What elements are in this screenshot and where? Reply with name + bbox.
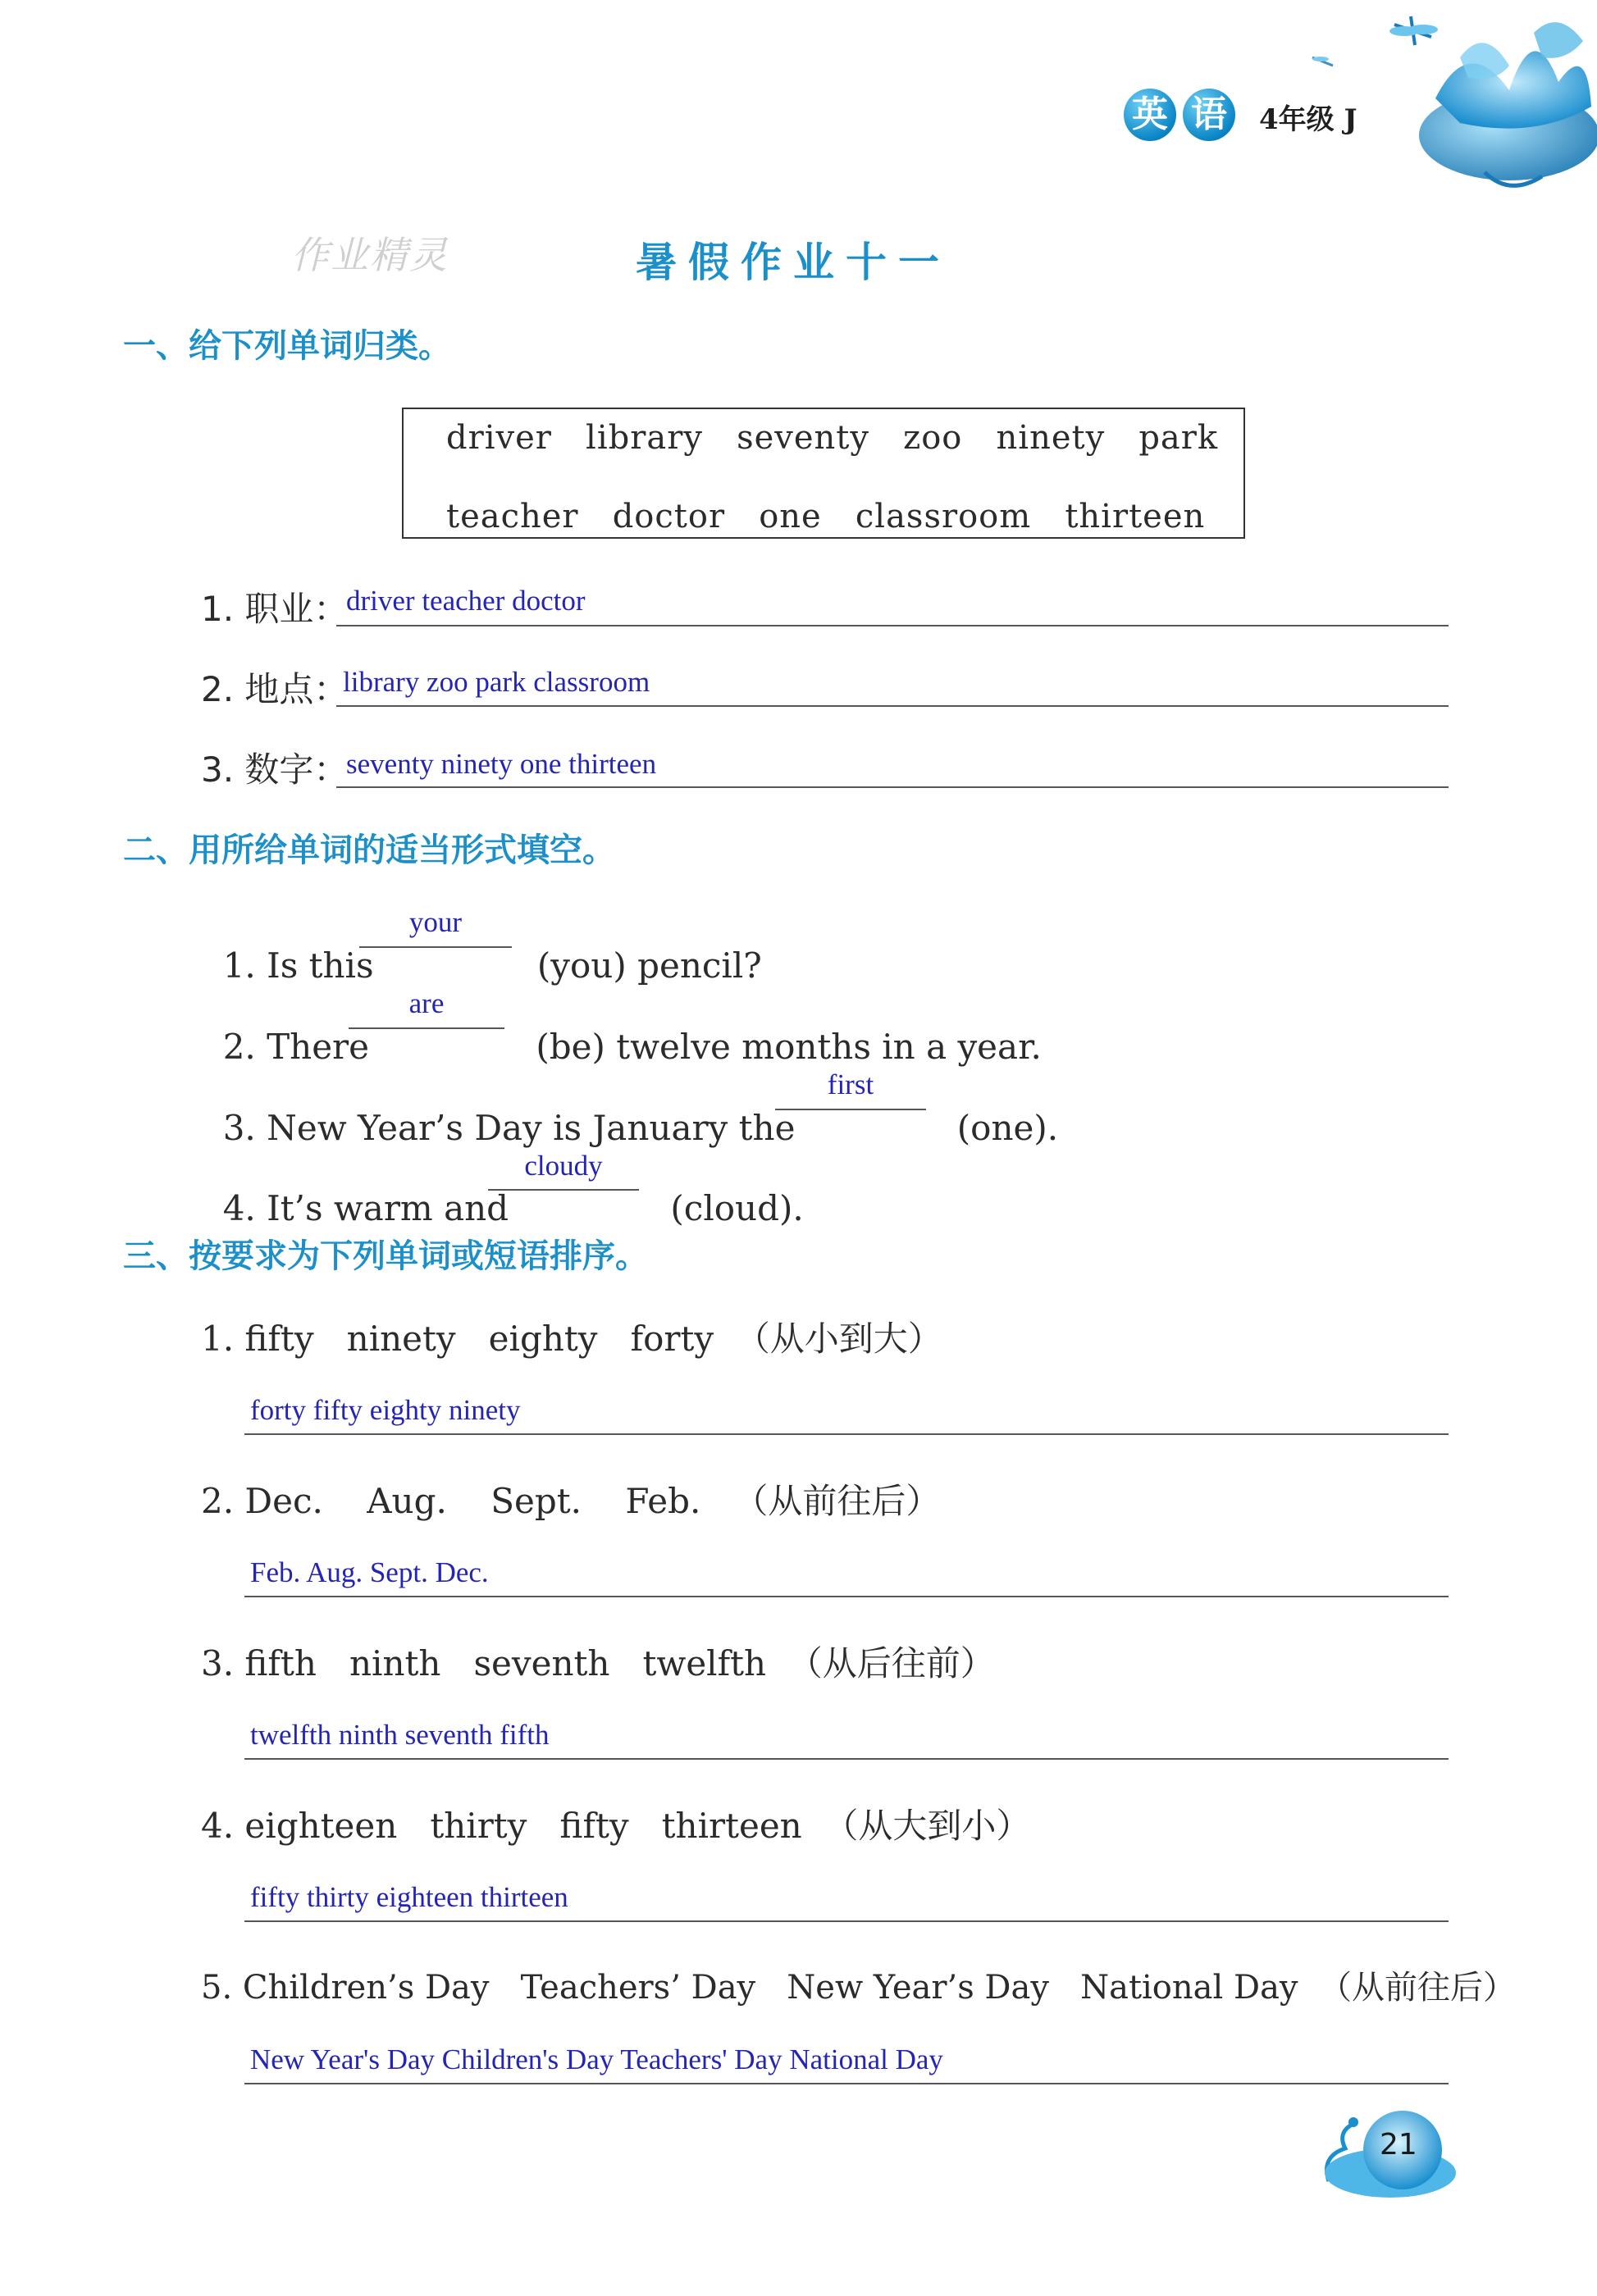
blank-answer[interactable]: are	[408, 987, 445, 1019]
sort-question: 1. fifty ninety eighty forty （从小到大）	[201, 1319, 942, 1359]
answer-text[interactable]: driver teacher doctor	[346, 585, 586, 617]
watermark-logo: 作业精灵	[291, 233, 449, 277]
grade-label: 4年级 J	[1259, 103, 1357, 136]
answer-text[interactable]: library zoo park classroom	[343, 666, 650, 698]
section-2-heading: 二、用所给单词的适当形式填空。	[123, 831, 615, 869]
brand-char-ying: 英	[1124, 89, 1176, 141]
answer-line	[244, 1920, 1449, 1922]
sort-question: 2. Dec. Aug. Sept. Feb. （从前往后）	[201, 1481, 941, 1521]
answer-text[interactable]: seventy ninety one thirteen	[346, 748, 657, 780]
blank-line	[775, 1109, 926, 1110]
answer-text[interactable]: Feb. Aug. Sept. Dec.	[250, 1556, 489, 1588]
blank-answer[interactable]: cloudy	[524, 1150, 603, 1182]
category-label: 2. 地点：	[201, 669, 349, 709]
question-text-after: (be) twelve months in a year.	[536, 1027, 1042, 1067]
blank-line	[349, 1027, 504, 1029]
sort-question: 5. Children’s Day Teachers’ Day New Year’s Day National Day （从前往后）	[201, 1969, 1516, 2007]
question-text-before: 4. It’s warm and	[222, 1188, 520, 1228]
brand-char-yu: 语	[1183, 89, 1235, 141]
answer-line	[336, 786, 1449, 788]
question-text-after: (one).	[956, 1108, 1059, 1148]
question-text-after: (cloud).	[670, 1188, 804, 1228]
blank-answer[interactable]: your	[408, 906, 463, 938]
page-number: 21	[1380, 2128, 1417, 2162]
question-text-before: 2. There	[222, 1027, 381, 1067]
blank-line	[359, 946, 512, 948]
answer-text[interactable]: twelfth ninth seventh fifth	[250, 1719, 550, 1751]
fill-blank-question	[201, 986, 1042, 1067]
word-bank-row-1: driver library seventy zoo ninety park	[446, 419, 1219, 457]
word-bank-row-2: teacher doctor one classroom thirteen	[446, 498, 1206, 535]
answer-line	[244, 1758, 1449, 1760]
section-3-heading: 三、按要求为下列单词或短语排序。	[123, 1237, 648, 1275]
answer-line	[244, 2083, 1449, 2084]
blank-line	[488, 1189, 639, 1191]
blank-answer[interactable]: first	[827, 1068, 874, 1100]
page-title: 暑假作业十一	[636, 239, 951, 286]
fill-blank-question	[201, 1068, 1058, 1148]
question-text-before: 1. Is this	[222, 945, 385, 986]
category-label: 1. 职业：	[201, 589, 349, 629]
section-1-heading: 一、给下列单词归类。	[123, 327, 451, 365]
question-text-before: 3. New Year’s Day is January the	[222, 1108, 806, 1148]
answer-text[interactable]: forty fifty eighty ninety	[250, 1394, 521, 1426]
answer-text[interactable]: New Year's Day Children's Day Teachers' Day National Day	[250, 2043, 943, 2075]
answer-text[interactable]: fifty thirty eighteen thirteen	[250, 1881, 568, 1913]
word-bank-box	[402, 408, 1245, 539]
answer-line	[244, 1596, 1449, 1597]
sort-question: 3. fifth ninth seventh twelfth （从后往前）	[201, 1643, 995, 1683]
category-label: 3. 数字：	[201, 749, 349, 790]
answer-line	[244, 1433, 1449, 1435]
sort-question: 4. eighteen thirty fifty thirteen （从大到小）	[201, 1806, 1031, 1846]
answer-line	[336, 705, 1449, 707]
question-text-after: (you) pencil?	[536, 945, 762, 986]
answer-line	[336, 625, 1449, 626]
